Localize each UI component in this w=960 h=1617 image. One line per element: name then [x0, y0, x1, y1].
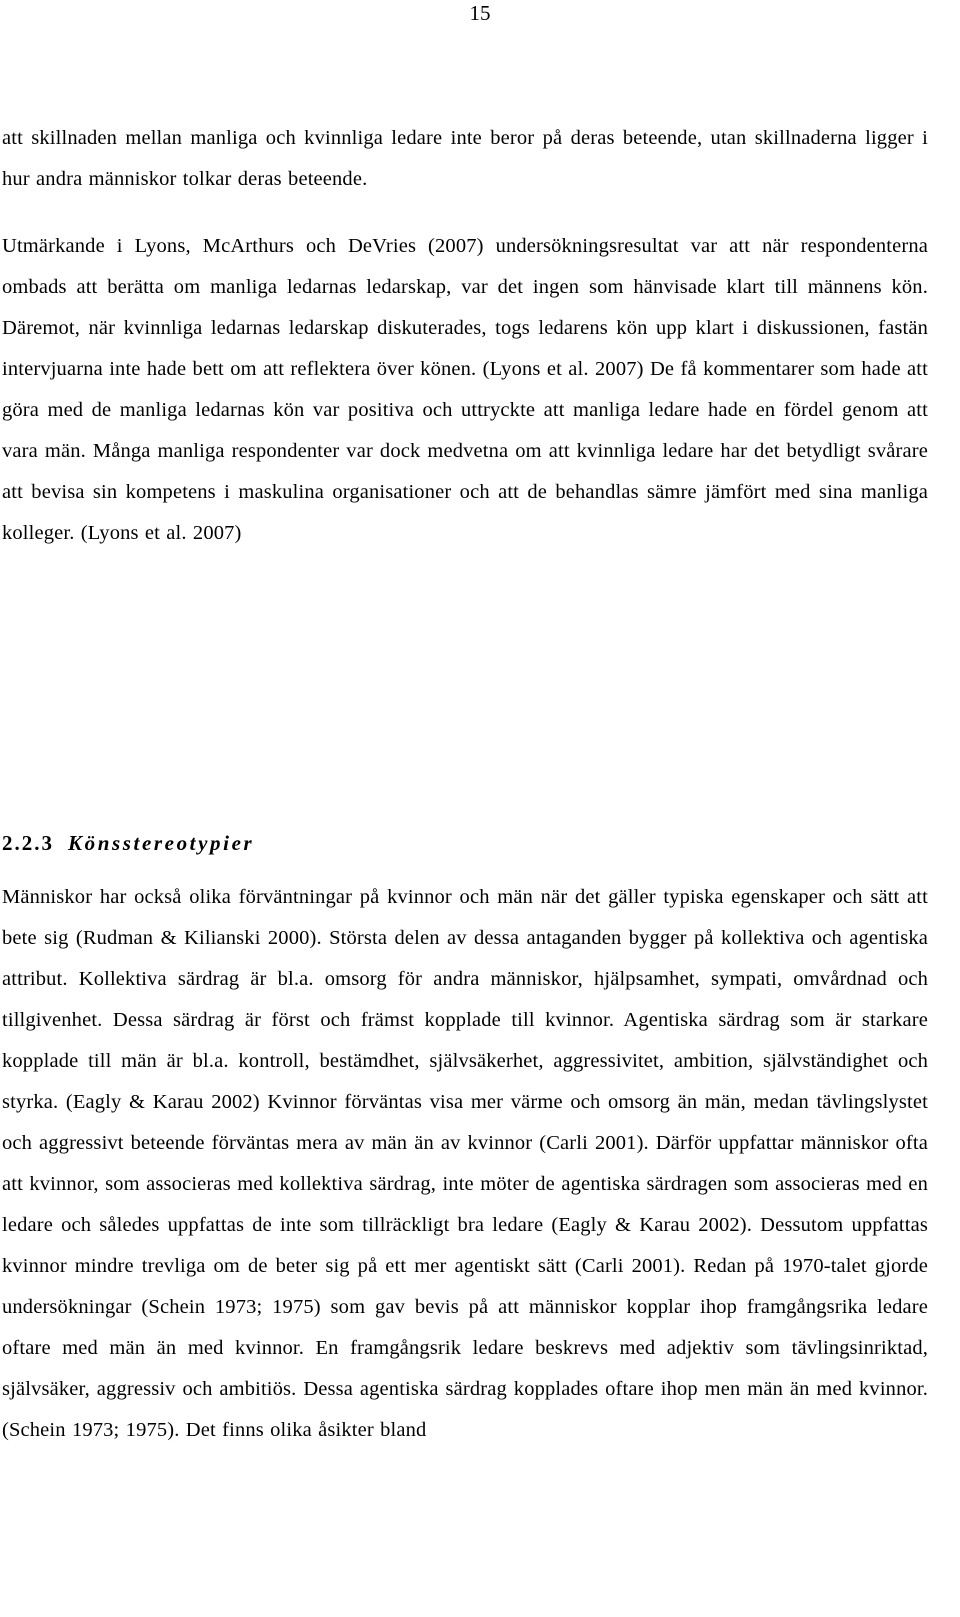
paragraph-lyons-findings: Utmärkande i Lyons, McArthurs och DeVries (2007) undersökningsresultat var att när respondenterna ombads att berätta om manliga ledarnas ledarskap, var det ingen som hänvisade klart till männens kön. Däremot, när kvinnliga ledarnas ledarskap diskuterades, togs ledarens kön upp klart i diskussionen, fastän intervjuarna inte hade bett om att reflektera över könen. (Lyons et al. 2007) De få kommentarer som hade att göra med de manliga ledarnas kön var positiva och uttryckte att manliga ledare hade en fördel genom att vara män. Många manliga respondenter var dock medvetna om att kvinnliga ledare har det betydligt svårare att bevisa sin kompetens i maskulina organisationer och att de behandlas sämre jämfört med sina manliga kolleger. (Lyons et al. 2007): [2, 235, 928, 544]
paragraph-continuation: att skillnaden mellan manliga och kvinnliga ledare inte beror på deras beteende, utan skillnaderna ligger i hur andra människor tolkar deras beteende.: [2, 127, 928, 190]
section-number: 2.2.3: [2, 831, 54, 855]
section-title: Könsstereotypier: [68, 831, 255, 855]
section-heading: [2, 828, 254, 858]
paragraph-section-body: Människor har också olika förväntningar på kvinnor och män när det gäller typiska egenskaper och sätt att bete sig (Rudman & Kilianski 2000). Största delen av dessa antaganden bygger på kollektiva och agentiska attribut. Kollektiva särdrag är bl.a. omsorg för andra människor, hjälpsamhet, sympati, omvårdnad och tillgivenhet. Dessa särdrag är först och främst kopplade till kvinnor. Agentiska särdrag som är starkare kopplade till män är bl.a. kontroll, bestämdhet, självsäkerhet, aggressivitet, ambition, självständighet och styrka. (Eagly & Karau 2002) Kvinnor förväntas visa mer värme och omsorg än män, medan tävlingslystet och aggressivt beteende förväntas mera av män än av kvinnor (Carli 2001). Därför uppfattar människor ofta att kvinnor, som associeras med kollektiva särdrag, inte möter de agentiska särdragen som associeras med en ledare och således uppfattas de inte som tillräckligt bra ledare (Eagly & Karau 2002). Dessutom uppfattas kvinnor mindre trevliga om de beter sig på ett mer agentiskt sätt (Carli 2001). Redan på 1970-talet gjorde undersökningar (Schein 1973; 1975) som gav bevis på att människor kopplar ihop framgångsrika ledare oftare med män än med kvinnor. En framgångsrik ledare beskrevs med adjektiv som tävlingsinriktad, självsäker, aggressiv och ambitiös. Dessa agentiska särdrag kopplades oftare ihop men män än med kvinnor. (Schein 1973; 1975). Det finns olika åsikter bland: [2, 886, 928, 1441]
page-number: 15: [469, 1, 491, 25]
